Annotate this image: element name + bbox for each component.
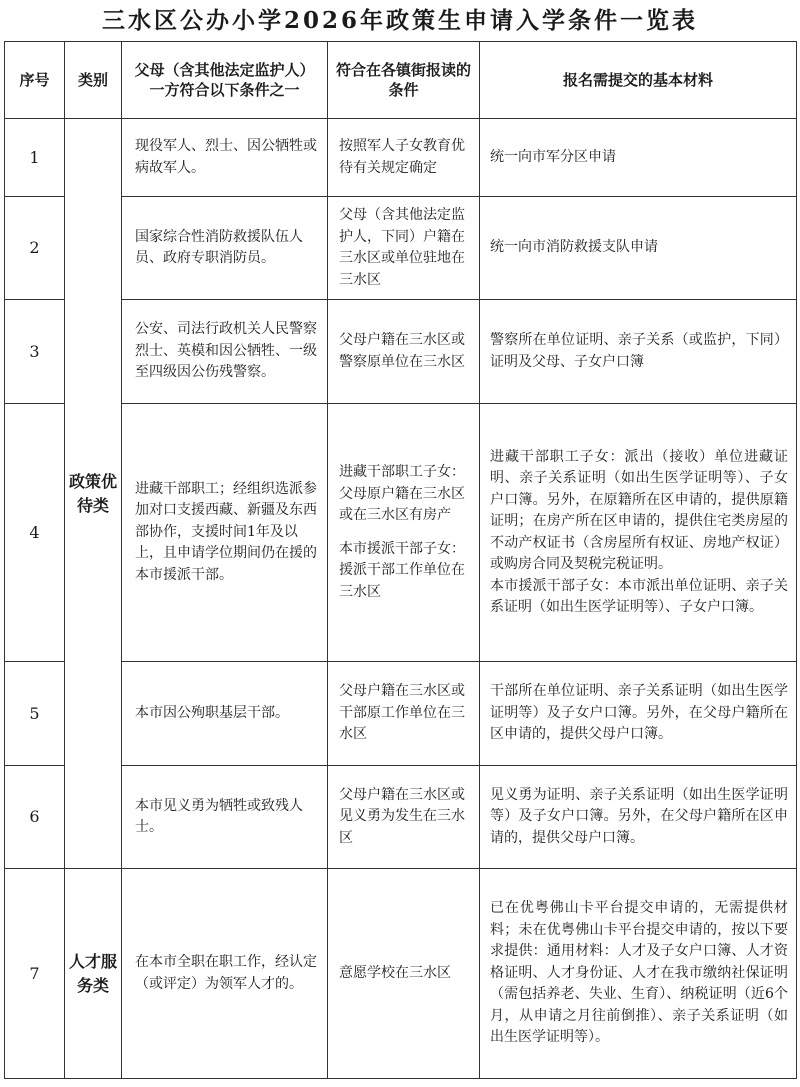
header-no: 序号 xyxy=(5,42,65,119)
requirement-cell: 进藏干部职工；经组织选派参加对口支援西藏、新疆及东西部协作，支援时间1年及以上，且申请学位期间仍在援的本市援派干部。 xyxy=(122,404,328,662)
requirement-cell: 在本市全职在职工作，经认定（或评定）为领军人才的。 xyxy=(122,869,328,1079)
row-number: 7 xyxy=(5,869,65,1079)
condition-cell: 父母户籍在三水区或见义勇为发生在三水区 xyxy=(328,766,480,869)
spacer xyxy=(339,527,473,539)
row-number: 1 xyxy=(5,119,65,197)
table-row xyxy=(5,300,797,404)
header-condition: 符合在各镇街报读的条件 xyxy=(328,42,480,119)
materials-cell: 统一向市消防救援支队申请 xyxy=(480,197,797,300)
header-row xyxy=(5,42,797,119)
condition-cell: 父母（含其他法定监护人，下同）户籍在三水区或单位驻地在三水区 xyxy=(328,197,480,300)
category-talent xyxy=(65,869,122,1079)
materials-cell xyxy=(480,404,797,662)
materials-cell: 统一向市军分区申请 xyxy=(480,119,797,197)
materials-part-a: 进藏干部职工子女：派出（接收）单位进藏证明、亲子关系证明（如出生医学证明等）、子女户口簿。另外，在原籍所在区申请的，提供原籍证明；在房产所在区申请的，提供住宅类房屋的不动产权证书（含房屋所有权证、房地产权证）或购房合同及契税完税证明。 xyxy=(490,448,788,572)
table-row xyxy=(5,404,797,662)
requirement-cell: 本市因公殉职基层干部。 xyxy=(122,662,328,766)
materials-cell: 已在优粤佛山卡平台提交申请的，无需提供材料；未在优粤佛山卡平台提交申请的，按以下要求提供：通用材料：人才及子女户口簿、人才资格证明、人才身份证、人才在我市缴纳社保证明（需包括养老、失业、生育）、纳税证明（近6个月，从申请之月往前倒推）、亲子关系证明（如出生医学证明等）。 xyxy=(480,869,797,1079)
requirement-cell: 国家综合性消防救援队伍人员、政府专职消防员。 xyxy=(122,197,328,300)
condition-part-a: 进藏干部职工子女：父母原户籍在三水区或在三水区有房产 xyxy=(339,464,465,523)
row-number: 5 xyxy=(5,662,65,766)
row-number: 3 xyxy=(5,300,65,404)
materials-cell: 见义勇为证明、亲子关系证明（如出生医学证明等）及子女户口簿。另外，在父母户籍所在区申请的，提供父母户口簿。 xyxy=(480,766,797,869)
condition-cell: 按照军人子女教育优待有关规定确定 xyxy=(328,119,480,197)
condition-cell: 父母户籍在三水区或警察原单位在三水区 xyxy=(328,300,480,404)
category-policy xyxy=(65,119,122,869)
category-label: 政策优待类 xyxy=(69,471,118,515)
table-row xyxy=(5,662,797,766)
condition-part-b: 本市援派干部子女：援派干部工作单位在三水区 xyxy=(339,540,465,600)
materials-cell: 干部所在单位证明、亲子关系证明（如出生医学证明等）及子女户口簿。另外，在父母户籍所在区申请的，提供父母户口簿。 xyxy=(480,662,797,766)
requirement-cell: 现役军人、烈士、因公牺牲或病故军人。 xyxy=(122,119,328,197)
condition-cell: 父母户籍在三水区或干部原工作单位在三水区 xyxy=(328,662,480,766)
category-label: 人才服务类 xyxy=(69,951,118,995)
row-number: 4 xyxy=(5,404,65,662)
table-row xyxy=(5,869,797,1079)
table-row xyxy=(5,197,797,300)
table-row xyxy=(5,766,797,869)
header-requirement: 父母（含其他法定监护人）一方符合以下条件之一 xyxy=(122,42,328,119)
row-number: 6 xyxy=(5,766,65,869)
materials-part-b: 本市援派干部子女：本市派出单位证明、亲子关系证明（如出生医学证明等）、子女户口簿。 xyxy=(490,577,788,615)
table-row xyxy=(5,119,797,197)
requirement-cell: 本市见义勇为牺牲或致残人士。 xyxy=(122,766,328,869)
header-category: 类别 xyxy=(65,42,122,119)
condition-cell: 意愿学校在三水区 xyxy=(328,869,480,1079)
requirement-cell: 公安、司法行政机关人民警察烈士、英模和因公牺牲、一级至四级因公伤残警察。 xyxy=(122,300,328,404)
admission-conditions-table xyxy=(4,41,797,1079)
header-materials: 报名需提交的基本材料 xyxy=(480,42,797,119)
page-title: 三水区公办小学2026年政策生申请入学条件一览表 xyxy=(101,7,698,34)
materials-cell: 警察所在单位证明、亲子关系（或监护，下同）证明及父母、子女户口簿 xyxy=(480,300,797,404)
row-number: 2 xyxy=(5,197,65,300)
condition-cell xyxy=(328,404,480,662)
